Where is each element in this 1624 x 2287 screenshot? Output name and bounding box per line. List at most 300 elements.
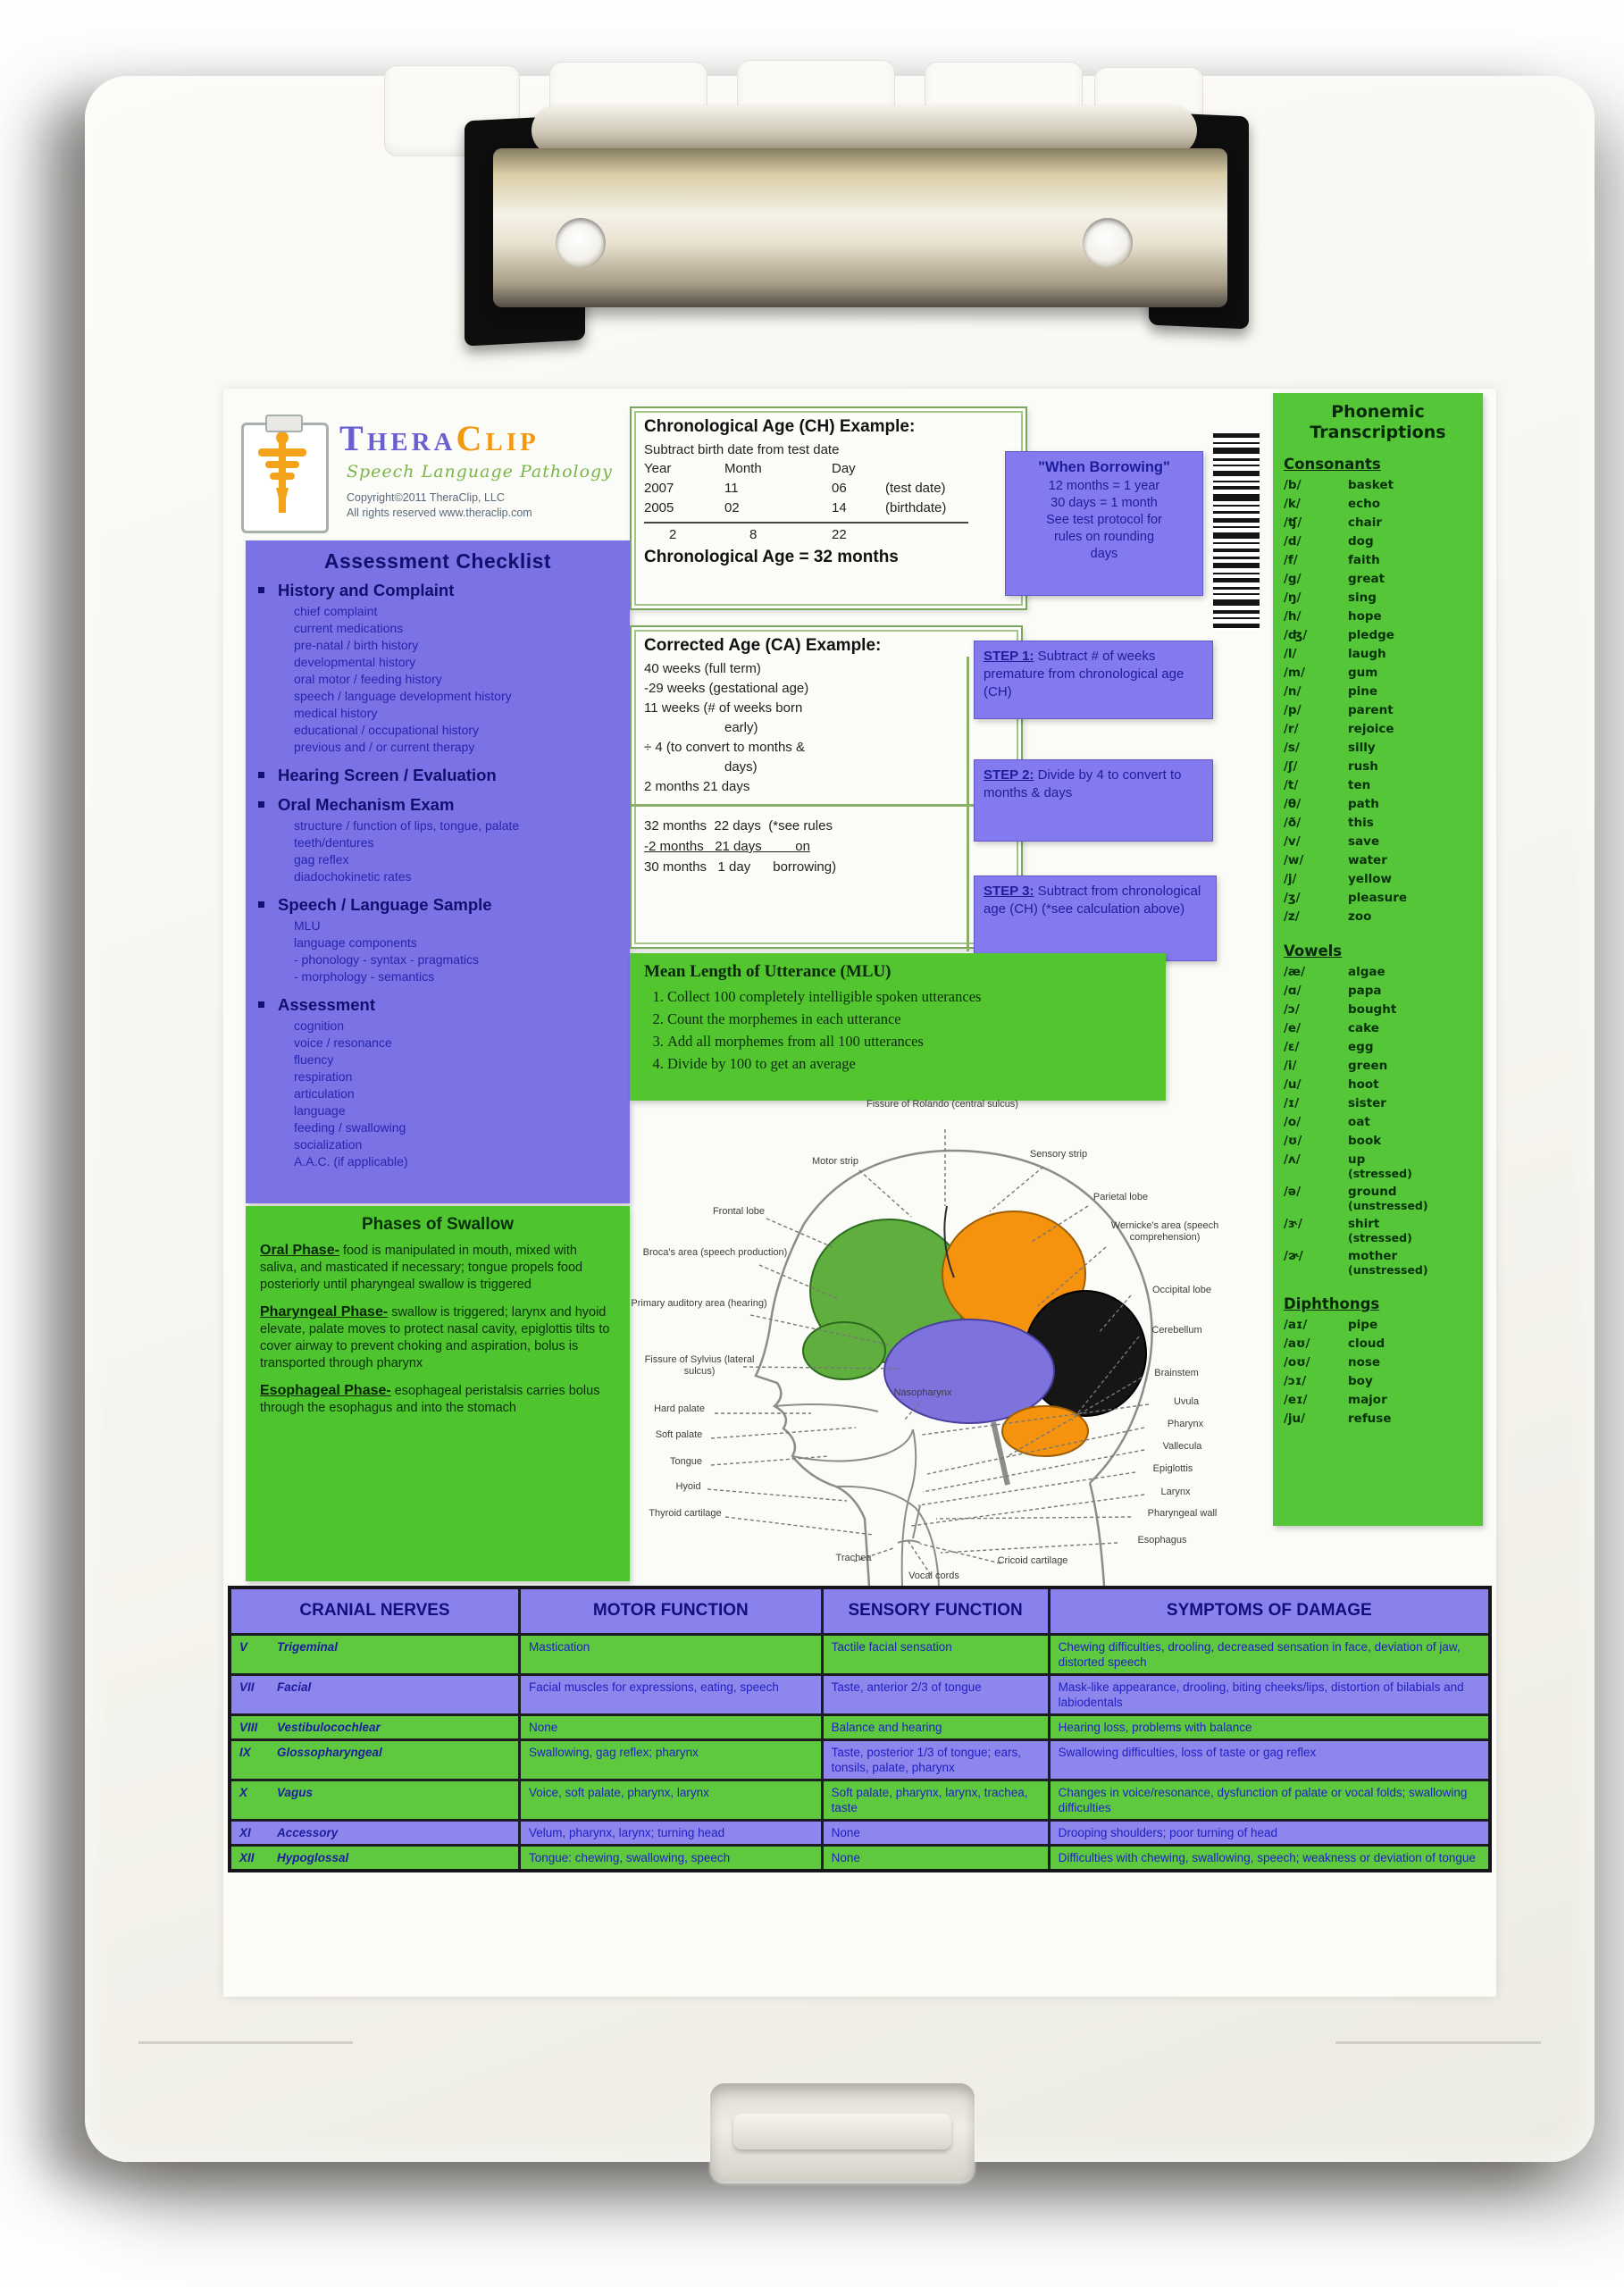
phoneme-row bbox=[1284, 889, 1472, 908]
phoneme-symbol: /z/ bbox=[1284, 909, 1300, 924]
phoneme-symbol: /o/ bbox=[1284, 1115, 1302, 1129]
symptoms-cell: Changes in voice/resonance, dysfunction of palate or vocal folds; swallowing difficulties bbox=[1049, 1780, 1490, 1820]
clipboard-latch[interactable] bbox=[710, 2083, 975, 2182]
phoneme-example-word: boy bbox=[1348, 1374, 1373, 1388]
phoneme-row bbox=[1284, 683, 1472, 701]
phoneme-row bbox=[1284, 1410, 1472, 1428]
checklist-item: speech / language development history bbox=[294, 689, 512, 703]
col-cranial-nerves: CRANIAL NERVES bbox=[230, 1587, 520, 1634]
borrowing-title: "When Borrowing" bbox=[1038, 459, 1170, 475]
phoneme-example-word: rejoice bbox=[1348, 722, 1394, 736]
phoneme-symbol: /t/ bbox=[1284, 778, 1299, 792]
phoneme-example-word: parent bbox=[1348, 703, 1394, 717]
checklist-item: language components bbox=[294, 935, 417, 950]
step-text: Subtract # of weeks premature from chronological age (CH) bbox=[984, 649, 1185, 700]
diphthongs-heading: Diphthongs bbox=[1284, 1295, 1380, 1312]
ca-line: 11 weeks (# of weeks born bbox=[644, 700, 803, 716]
barcode-bar bbox=[1213, 573, 1260, 574]
nerve-number: VIII bbox=[239, 1720, 258, 1734]
symptoms-cell: Drooping shoulders; poor turning of head bbox=[1049, 1820, 1490, 1845]
phoneme-symbol: /ɪ/ bbox=[1284, 1096, 1300, 1110]
barcode-bar bbox=[1213, 542, 1260, 544]
ca-line: ÷ 4 (to convert to months & bbox=[644, 740, 805, 755]
clip-hole bbox=[1083, 218, 1133, 268]
phoneme-symbol: /θ/ bbox=[1284, 797, 1302, 811]
phoneme-row bbox=[1284, 795, 1472, 814]
phoneme-example-word: book bbox=[1348, 1134, 1382, 1148]
anatomy-label: Vocal cords bbox=[908, 1571, 959, 1581]
phoneme-row bbox=[1284, 532, 1472, 551]
chron-col-month: Month bbox=[724, 461, 762, 476]
phoneme-row bbox=[1284, 776, 1472, 795]
phoneme-row bbox=[1284, 551, 1472, 570]
barcode-bar bbox=[1213, 458, 1260, 461]
phoneme-row bbox=[1284, 1247, 1472, 1279]
nerve-name: Vestibulocochlear bbox=[277, 1720, 381, 1734]
table-row bbox=[230, 1780, 1490, 1820]
mlu-step: 2. Count the morphemes in each utterance bbox=[667, 1008, 1151, 1030]
checklist-section bbox=[258, 795, 617, 885]
nerve-name: Hypoglossal bbox=[277, 1850, 349, 1864]
phoneme-stress-note: (stressed) bbox=[1348, 1231, 1412, 1244]
phase-name: Pharyngeal Phase- bbox=[260, 1304, 389, 1319]
barcode-bar bbox=[1213, 617, 1260, 619]
phoneme-example-word: refuse bbox=[1348, 1412, 1392, 1426]
phoneme-symbol: /ʤ/ bbox=[1284, 628, 1308, 642]
phoneme-symbol: /ju/ bbox=[1284, 1412, 1306, 1426]
checklist-heading: Hearing Screen / Evaluation bbox=[258, 766, 617, 785]
phoneme-example-word: pipe bbox=[1348, 1318, 1378, 1332]
phoneme-row bbox=[1284, 476, 1472, 495]
checklist-section bbox=[258, 581, 617, 756]
barcode-bar bbox=[1213, 557, 1260, 559]
phoneme-symbol: /b/ bbox=[1284, 478, 1302, 492]
anatomy-label: Uvula bbox=[1173, 1396, 1200, 1407]
phoneme-example-word: sing bbox=[1348, 591, 1377, 605]
brand-name: THERACLIP bbox=[339, 418, 540, 458]
anatomy-label: Pharynx bbox=[1167, 1419, 1204, 1429]
ca-calc-line: 32 months 22 days (*see rules bbox=[644, 818, 833, 834]
phoneme-row bbox=[1284, 514, 1472, 532]
phoneme-row bbox=[1284, 1372, 1472, 1391]
phoneme-row bbox=[1284, 626, 1472, 645]
phoneme-symbol: /k/ bbox=[1284, 497, 1301, 511]
phoneme-symbol: /ʒ/ bbox=[1284, 891, 1301, 905]
sensory-function-cell: Taste, anterior 2/3 of tongue bbox=[822, 1674, 1049, 1714]
checklist-item: structure / function of lips, tongue, palate bbox=[294, 818, 520, 833]
connector-line bbox=[967, 657, 969, 951]
phoneme-symbol: /g/ bbox=[1284, 572, 1302, 586]
chron-value: 2005 bbox=[644, 500, 674, 515]
phoneme-row bbox=[1284, 1038, 1472, 1057]
brand-tagline: Speech Language Pathology bbox=[347, 462, 613, 482]
phoneme-row bbox=[1284, 851, 1472, 870]
phoneme-row bbox=[1284, 1057, 1472, 1076]
barcode-bar bbox=[1213, 624, 1260, 628]
sensory-function-cell: Tactile facial sensation bbox=[822, 1634, 1049, 1674]
checklist-heading: Speech / Language Sample bbox=[258, 895, 617, 915]
chron-value: 22 bbox=[832, 527, 847, 542]
phoneme-example-word: zoo bbox=[1348, 909, 1372, 924]
phoneme-example-word: laugh bbox=[1348, 647, 1386, 661]
head-anatomy-diagram bbox=[625, 1099, 1255, 1586]
phoneme-example-word: green bbox=[1348, 1059, 1388, 1073]
anatomy-label: Soft palate bbox=[655, 1429, 703, 1440]
anatomy-label: Frontal lobe bbox=[712, 1206, 766, 1217]
chron-value: 2 bbox=[669, 527, 677, 542]
phoneme-stress-note: (stressed) bbox=[1348, 1167, 1412, 1180]
barcode-bar bbox=[1213, 599, 1260, 606]
chron-col-day: Day bbox=[832, 461, 856, 476]
sensory-function-cell: None bbox=[822, 1820, 1049, 1845]
phoneme-example-word: sister bbox=[1348, 1096, 1386, 1110]
checklist-item: MLU bbox=[294, 918, 321, 933]
barcode-bar bbox=[1213, 505, 1260, 507]
nerve-number: IX bbox=[239, 1745, 251, 1759]
checklist-item: diadochokinetic rates bbox=[294, 869, 412, 884]
checklist-item: language bbox=[294, 1103, 346, 1118]
anatomy-label: Wernicke's area (speech comprehension) bbox=[1110, 1220, 1219, 1243]
motor-function-cell: Swallowing, gag reflex; pharynx bbox=[520, 1739, 823, 1780]
nerve-cell bbox=[230, 1634, 520, 1674]
phase-entry: Oral Phase- food is manipulated in mouth, mixed with saliva, and masticated if necessary; tongue propels food posteriorly until pharyngeal swallow is triggered bbox=[260, 1243, 583, 1292]
phoneme-row bbox=[1284, 870, 1472, 889]
phoneme-example-word: gum bbox=[1348, 666, 1378, 680]
chron-result-row bbox=[644, 525, 1013, 545]
phoneme-symbol: /s/ bbox=[1284, 741, 1300, 755]
phoneme-symbol: /ɝ/ bbox=[1284, 1217, 1302, 1231]
phoneme-row bbox=[1284, 664, 1472, 683]
anatomy-label: Epiglottis bbox=[1152, 1463, 1193, 1474]
barcode-bar bbox=[1213, 563, 1260, 568]
checklist-section bbox=[258, 895, 617, 985]
ca-title: Corrected Age (CA) Example: bbox=[644, 636, 882, 655]
phoneme-stress-note: (unstressed) bbox=[1348, 1199, 1428, 1212]
phoneme-example-word: this bbox=[1348, 816, 1374, 830]
chron-table bbox=[644, 459, 1013, 518]
checklist-item: previous and / or current therapy bbox=[294, 740, 475, 754]
nerve-name: Vagus bbox=[277, 1785, 314, 1799]
col-sensory-function: SENSORY FUNCTION bbox=[822, 1587, 1049, 1634]
cranial-nerves-table bbox=[228, 1586, 1492, 1872]
mlu-step: 3. Add all morphemes from all 100 utterances bbox=[667, 1030, 1151, 1052]
phoneme-example-word: dog bbox=[1348, 534, 1374, 549]
phoneme-example-word: path bbox=[1348, 797, 1379, 811]
phoneme-symbol: /m/ bbox=[1284, 666, 1305, 680]
table-header-row bbox=[230, 1587, 1490, 1634]
phases-entries bbox=[260, 1242, 615, 1417]
mlu-step: 1. Collect 100 completely intelligible spoken utterances bbox=[667, 985, 1151, 1008]
motor-function-cell: Voice, soft palate, pharynx, larynx bbox=[520, 1780, 823, 1820]
phoneme-symbol: /h/ bbox=[1284, 609, 1302, 624]
anatomy-label: Larynx bbox=[1160, 1487, 1191, 1497]
bullet-icon bbox=[258, 801, 264, 808]
phoneme-symbol: /ð/ bbox=[1284, 816, 1302, 830]
step-text: Divide by 4 to convert to months & days bbox=[984, 767, 1182, 800]
chron-note: (test date) bbox=[885, 481, 946, 496]
diphthong-list bbox=[1284, 1316, 1472, 1428]
chron-value: 14 bbox=[832, 500, 847, 515]
phoneme-symbol: /ʌ/ bbox=[1284, 1152, 1301, 1167]
table-row bbox=[230, 1674, 1490, 1714]
phoneme-row bbox=[1284, 982, 1472, 1001]
ca-line: 40 weeks (full term) bbox=[644, 661, 761, 676]
anatomy-label: Vallecula bbox=[1162, 1441, 1202, 1452]
nerve-name: Accessory bbox=[277, 1825, 339, 1839]
phoneme-row bbox=[1284, 1215, 1472, 1247]
checklist-item: socialization bbox=[294, 1137, 363, 1152]
phoneme-example-word: pleasure bbox=[1348, 891, 1408, 905]
anatomy-label: Brainstem bbox=[1154, 1368, 1199, 1378]
barcode-bar bbox=[1213, 471, 1260, 476]
phoneme-example-word: nose bbox=[1348, 1355, 1381, 1370]
phoneme-row bbox=[1284, 1132, 1472, 1151]
mlu-step: 4. Divide by 100 to get an average bbox=[667, 1052, 1151, 1075]
barcode-bar bbox=[1213, 486, 1260, 490]
motor-function-cell: Tongue: chewing, swallowing, speech bbox=[520, 1845, 823, 1871]
phoneme-symbol: /ɑ/ bbox=[1284, 984, 1302, 998]
nerve-number: VII bbox=[239, 1680, 255, 1694]
ca-calc-line: 30 months 1 day borrowing) bbox=[644, 859, 837, 875]
copyright: Copyright©2011 TheraClip, LLC All rights reserved www.theraclip.com bbox=[347, 491, 532, 519]
clipboard-logo-icon bbox=[241, 423, 329, 533]
phoneme-symbol: /w/ bbox=[1284, 853, 1304, 867]
checklist-item: developmental history bbox=[294, 655, 416, 669]
phases-title: Phases of Swallow bbox=[362, 1215, 514, 1234]
step-label: STEP 2: bbox=[984, 767, 1034, 783]
anatomy-label: Esophagus bbox=[1137, 1535, 1187, 1546]
phoneme-row bbox=[1284, 1113, 1472, 1132]
phoneme-row bbox=[1284, 908, 1472, 926]
step-label: STEP 1: bbox=[984, 649, 1034, 664]
checklist-item: - morphology - semantics bbox=[294, 969, 435, 984]
phonemic-transcriptions-panel bbox=[1273, 393, 1483, 1526]
anatomy-label: Parietal lobe bbox=[1092, 1192, 1149, 1202]
phoneme-symbol: /ə/ bbox=[1284, 1185, 1302, 1199]
phoneme-row bbox=[1284, 758, 1472, 776]
checklist-item: current medications bbox=[294, 621, 404, 635]
phoneme-symbol: /aʊ/ bbox=[1284, 1336, 1310, 1351]
bullet-icon bbox=[258, 1001, 264, 1008]
nerve-name: Glossopharyngeal bbox=[277, 1745, 382, 1759]
nerve-number: XII bbox=[239, 1850, 255, 1864]
barcode-bar bbox=[1213, 593, 1260, 595]
barcode-bar bbox=[1213, 532, 1260, 539]
phoneme-example-word: major bbox=[1348, 1393, 1387, 1407]
motor-function-cell: Velum, pharynx, larynx; turning head bbox=[520, 1820, 823, 1845]
checklist-item: chief complaint bbox=[294, 604, 378, 618]
motor-function-cell: Facial muscles for expressions, eating, speech bbox=[520, 1674, 823, 1714]
phoneme-symbol: /e/ bbox=[1284, 1021, 1302, 1035]
clip-bar[interactable] bbox=[493, 148, 1227, 307]
mlu-title: Mean Length of Utterance (MLU) bbox=[644, 962, 892, 981]
phoneme-example-word: papa bbox=[1348, 984, 1382, 998]
phoneme-example-word: pledge bbox=[1348, 628, 1394, 642]
phoneme-row bbox=[1284, 720, 1472, 739]
barcode-bar bbox=[1213, 442, 1260, 444]
borrowing-line: 12 months = 1 year bbox=[1048, 479, 1160, 493]
checklist-item: feeding / swallowing bbox=[294, 1120, 406, 1135]
step-2-note bbox=[974, 759, 1213, 842]
symptoms-cell: Swallowing difficulties, loss of taste or gag reflex bbox=[1049, 1739, 1490, 1780]
phoneme-example-word: chair bbox=[1348, 515, 1383, 530]
symptoms-cell: Hearing loss, problems with balance bbox=[1049, 1714, 1490, 1739]
nerve-name: Facial bbox=[277, 1680, 312, 1694]
anatomy-label: Fissure of Rolando (central sulcus) bbox=[866, 1099, 1018, 1110]
nerve-number: XI bbox=[239, 1825, 251, 1839]
bullet-icon bbox=[258, 587, 264, 593]
motor-function-cell: None bbox=[520, 1714, 823, 1739]
phoneme-symbol: /ɛ/ bbox=[1284, 1040, 1300, 1054]
phoneme-row bbox=[1284, 833, 1472, 851]
phoneme-example-word: ten bbox=[1348, 778, 1371, 792]
phoneme-example-word: oat bbox=[1348, 1115, 1370, 1129]
col-symptoms: SYMPTOMS OF DAMAGE bbox=[1049, 1587, 1490, 1634]
phoneme-example-word: yellow bbox=[1348, 872, 1392, 886]
phoneme-row bbox=[1284, 1353, 1472, 1372]
ca-line: early) bbox=[724, 720, 758, 735]
phoneme-example-word: up bbox=[1348, 1152, 1366, 1167]
checklist-heading: History and Complaint bbox=[258, 581, 617, 600]
phonemic-title: Phonemic Transcriptions bbox=[1310, 402, 1446, 442]
logo bbox=[241, 415, 634, 540]
anatomy-label: Pharyngeal wall bbox=[1147, 1508, 1218, 1519]
checklist-item: articulation bbox=[294, 1086, 355, 1101]
chron-note: (birthdate) bbox=[885, 500, 947, 515]
chron-value: 02 bbox=[724, 500, 740, 515]
barcode-bar bbox=[1213, 448, 1260, 454]
chron-result-line: Chronological Age = 32 months bbox=[644, 548, 899, 566]
checklist-item: oral motor / feeding history bbox=[294, 672, 442, 686]
phoneme-symbol: /ʧ/ bbox=[1284, 515, 1302, 530]
bullet-icon bbox=[258, 901, 264, 908]
anatomy-label: Tongue bbox=[669, 1456, 703, 1467]
table-row bbox=[230, 1634, 1490, 1674]
chron-value: 11 bbox=[724, 481, 739, 496]
phoneme-example-word: pine bbox=[1348, 684, 1378, 699]
phoneme-row bbox=[1284, 701, 1472, 720]
col-motor-function: MOTOR FUNCTION bbox=[520, 1587, 823, 1634]
phoneme-example-word: bought bbox=[1348, 1002, 1397, 1017]
anatomy-label: Sensory strip bbox=[1029, 1149, 1088, 1160]
phoneme-symbol: /æ/ bbox=[1284, 965, 1306, 979]
phoneme-symbol: /ɔ/ bbox=[1284, 1002, 1300, 1017]
sensory-function-cell: Soft palate, pharynx, larynx, trachea, taste bbox=[822, 1780, 1049, 1820]
checklist-item: medical history bbox=[294, 706, 378, 720]
nerve-cell bbox=[230, 1739, 520, 1780]
phoneme-example-word: cloud bbox=[1348, 1336, 1385, 1351]
checklist-item: pre-natal / birth history bbox=[294, 638, 419, 652]
phoneme-row bbox=[1284, 495, 1472, 514]
vowel-list bbox=[1284, 963, 1472, 1279]
phoneme-example-word: cake bbox=[1348, 1021, 1379, 1035]
barcode-bar bbox=[1213, 433, 1260, 438]
assessment-checklist-panel bbox=[246, 540, 630, 1203]
clip-hole bbox=[556, 218, 606, 268]
anatomy-label: Primary auditory area (hearing) bbox=[631, 1298, 767, 1309]
motor-function-cell: Mastication bbox=[520, 1634, 823, 1674]
anatomy-label: Fissure of Sylvius (lateral sulcus) bbox=[644, 1354, 755, 1377]
checklist-item: voice / resonance bbox=[294, 1035, 392, 1050]
phoneme-row bbox=[1284, 1316, 1472, 1335]
borrowing-line: See test protocol for bbox=[1046, 513, 1162, 527]
reference-sheet bbox=[223, 389, 1496, 1997]
phoneme-example-word: rush bbox=[1348, 759, 1378, 774]
anatomy-label: Cerebellum bbox=[1151, 1325, 1202, 1336]
phoneme-example-word: egg bbox=[1348, 1040, 1374, 1054]
step-label: STEP 3: bbox=[984, 884, 1034, 899]
corrected-age-box bbox=[630, 625, 1023, 949]
nerve-cell bbox=[230, 1820, 520, 1845]
phoneme-symbol: /p/ bbox=[1284, 703, 1302, 717]
anatomy-label: Hard palate bbox=[654, 1403, 705, 1414]
barcode-bar bbox=[1213, 578, 1260, 582]
checklist-item: cognition bbox=[294, 1018, 345, 1033]
phase-name: Oral Phase- bbox=[260, 1243, 339, 1258]
barcode-bar bbox=[1213, 587, 1260, 590]
checklist-item: fluency bbox=[294, 1052, 334, 1067]
phoneme-symbol: /ŋ/ bbox=[1284, 591, 1302, 605]
chronological-age-box bbox=[630, 406, 1027, 610]
phoneme-row bbox=[1284, 963, 1472, 982]
anatomy-label: Occipital lobe bbox=[1151, 1285, 1212, 1295]
checklist-item: gag reflex bbox=[294, 852, 349, 867]
symptoms-cell: Chewing difficulties, drooling, decreased sensation in face, deviation of jaw, distorted speech bbox=[1049, 1634, 1490, 1674]
chron-subtitle: Subtract birth date from test date bbox=[644, 442, 840, 457]
checklist-item: educational / occupational history bbox=[294, 723, 480, 737]
checklist-title: Assessment Checklist bbox=[323, 549, 552, 573]
phoneme-example-word: save bbox=[1348, 834, 1380, 849]
anatomy-label: Broca's area (speech production) bbox=[642, 1247, 788, 1258]
barcode-bar bbox=[1213, 511, 1260, 514]
anatomy-label: Trachea bbox=[835, 1553, 872, 1563]
ca-line: 2 months 21 days bbox=[644, 779, 750, 794]
ca-line: days) bbox=[724, 759, 758, 775]
phoneme-row bbox=[1284, 1019, 1472, 1038]
phase-entry: Pharyngeal Phase- swallow is triggered; larynx and hyoid elevate, palate moves to protect nasal cavity, epiglottis tilts to cover airway to prevent choking and aspiration, bolus is transported through pharynx bbox=[260, 1304, 610, 1370]
table-row bbox=[230, 1820, 1490, 1845]
checklist-sections bbox=[258, 581, 617, 1170]
phase-entry: Esophageal Phase- esophageal peristalsis carries bolus through the esophagus and into the stomach bbox=[260, 1383, 600, 1415]
phoneme-row bbox=[1284, 589, 1472, 607]
anatomy-label: Hyoid bbox=[675, 1481, 701, 1492]
sensory-function-cell: Balance and hearing bbox=[822, 1714, 1049, 1739]
sensory-function-cell: None bbox=[822, 1845, 1049, 1871]
barcode-bar bbox=[1213, 518, 1260, 523]
seam-line bbox=[138, 2041, 353, 2044]
phoneme-example-word: shirt bbox=[1348, 1217, 1380, 1231]
phoneme-symbol: /ɚ/ bbox=[1284, 1249, 1303, 1263]
phoneme-symbol: /d/ bbox=[1284, 534, 1302, 549]
step-3-note bbox=[974, 875, 1217, 961]
checklist-section bbox=[258, 995, 617, 1170]
phoneme-example-word: algae bbox=[1348, 965, 1385, 979]
phoneme-symbol: /r/ bbox=[1284, 722, 1299, 736]
phoneme-symbol: /n/ bbox=[1284, 684, 1302, 699]
checklist-item: teeth/dentures bbox=[294, 835, 374, 850]
nerve-cell bbox=[230, 1780, 520, 1820]
checklist-item: respiration bbox=[294, 1069, 353, 1084]
caduceus-icon bbox=[244, 425, 321, 525]
anatomy-label: Thyroid cartilage bbox=[649, 1508, 722, 1519]
table-body bbox=[230, 1634, 1490, 1871]
phoneme-symbol: /u/ bbox=[1284, 1077, 1302, 1092]
barcode-bar bbox=[1213, 549, 1260, 552]
phoneme-row bbox=[1284, 607, 1472, 626]
latch-handle[interactable] bbox=[733, 2114, 951, 2149]
mlu-panel bbox=[630, 953, 1166, 1101]
checklist-item: - phonology - syntax - pragmatics bbox=[294, 952, 479, 967]
